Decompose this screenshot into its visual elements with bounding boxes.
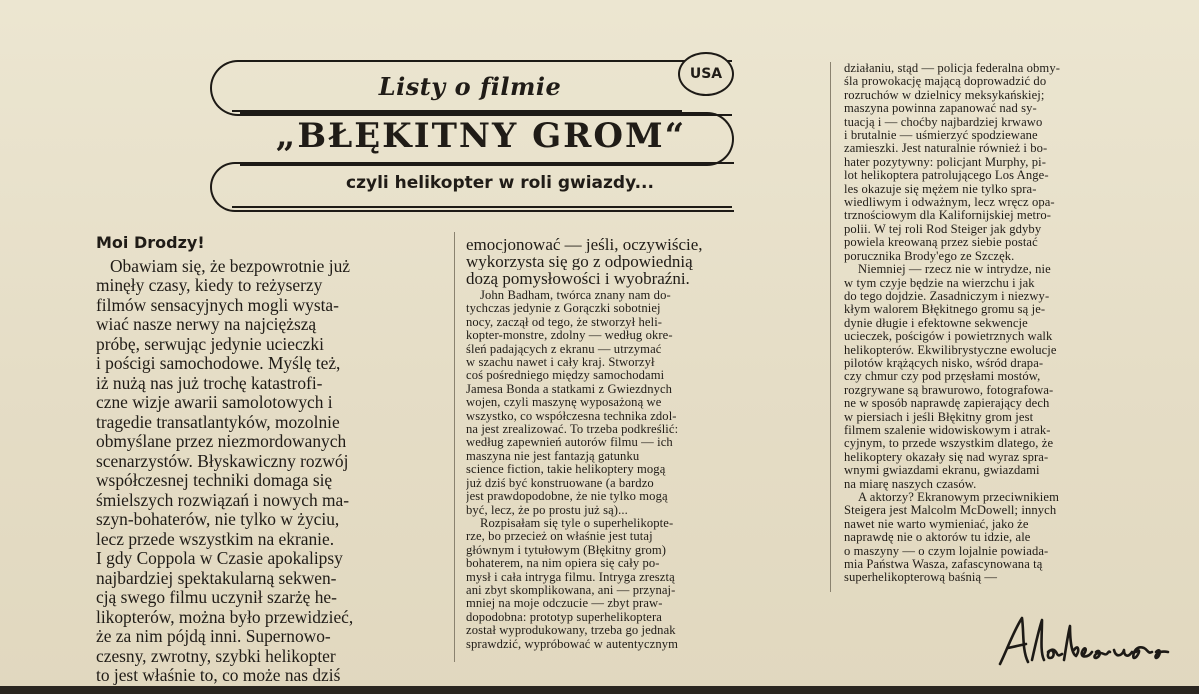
column-2-line: w szachu nawet i cały kraj. Stworzył [466, 356, 655, 370]
column-1-line: wiać nasze nerwy na najcięższą [96, 315, 317, 334]
column-2-lead-line: wykorzysta się go z odpowiednią [466, 253, 693, 271]
column-3-line: filmem szalenie widowiskowym i atrak- [844, 423, 1051, 437]
column-3-line: hater pozytywny: policjant Murphy, pi- [844, 155, 1046, 169]
column-2-line: według zapewnień autorów filmu — ich [466, 436, 673, 450]
column-2-line: tychczas jedynie z Gorączki sobotniej [466, 302, 661, 316]
column-1-line: obmyślane przez niezmordowanych [96, 432, 347, 451]
column-1-line: szyn-bohaterów, nie tylko w życiu, [96, 510, 340, 529]
column-1-line: Obawiam się, że bezpowrotnie już [110, 256, 350, 276]
column-3-line: polii. W tej roli Rod Steiger jak gdyby [844, 222, 1042, 236]
column-3-line: zamieszki. Jest naturalnie również i bo- [844, 142, 1048, 156]
column-3-line: i brutalnie — uśmierzyć spodziewane [844, 129, 1038, 143]
column-2-line: jest prawdopodobne, że nie tylko mogą [466, 490, 668, 504]
column-1-line: likopterów, można było przewidzieć, [96, 607, 354, 627]
column-2-line: coś pośredniego między samochodami [466, 369, 665, 383]
article-headline: „BŁĘKITNY GROM“ [275, 116, 687, 156]
column-2-line: nocy, zaczął od tego, że stworzył heli- [466, 315, 663, 329]
column-2-line: Jamesa Bonda a statkami z Gwiezdnych [466, 382, 673, 396]
column-1-line: iż nużą nas już trochę katastrofi- [96, 373, 323, 393]
column-2-lead-text [466, 236, 812, 288]
article-column-1 [96, 233, 436, 686]
column-2-line: głównym i tytułowym (Błękitny grom) [466, 543, 667, 557]
article-column-2 [466, 289, 812, 651]
column-3-line: śla prowokację mającą doprowadzić do [844, 75, 1047, 89]
author-signature [992, 612, 1172, 672]
column-2-line: Rozpisałam się tyle o superhelikopte- [480, 516, 674, 530]
column-2-line: sprawdzić, wypróbować w autentycznym [466, 637, 679, 651]
column-2-lead-line: dozą pomysłowości i wyobraźni. [466, 270, 690, 288]
column-3-line: w tym czyje będzie na wierzchu i jak [844, 276, 1035, 290]
column-3-line: nawet nie warto wymieniać, jako że [844, 517, 1029, 531]
column-1-line: czesny, zwrotny, szybki helikopter [96, 646, 336, 666]
column-2-line: rze, bo przecież on właśnie jest tutaj [466, 530, 653, 544]
column-1-line: tragedie transatlantyków, mozolnie [96, 412, 340, 432]
column-3-line: na miarę naszych czasów. [844, 477, 977, 491]
column-3-line: ucieczek, pościgów i powietrznych walk [844, 330, 1053, 344]
column-3-line: Steigera jest Malcolm McDowell; innych [844, 504, 1057, 518]
column-3-line: powiela kreowaną przez siebie postać [844, 236, 1038, 250]
column-3-line: les okazuje się mężem nie tylko spra- [844, 182, 1037, 196]
column-3-line: A aktorzy? Ekranowym przeciwnikiem [858, 491, 1059, 504]
column-2-text [466, 289, 812, 651]
column-1-line: scenarzystów. Błyskawiczny rozwój [96, 451, 349, 471]
column-2-line: śleń padających z ekranu — utrzymać [466, 342, 662, 356]
column-1-line: że za nim pójdą inni. Supernowo- [96, 627, 331, 646]
column-2-line: mysł i cała intryga filmu. Intryga zresztą [466, 570, 675, 584]
column-3-line: działaniu, stąd — policja federalna obmy- [844, 62, 1061, 75]
column-3-line: cyjnym, to przede wszystkim dlatego, że [844, 437, 1054, 451]
column-3-line: do tego dojdzie. Zasadniczym i niezwy- [844, 289, 1050, 303]
column-1-line: współczesnej techniki domaga się [96, 471, 333, 490]
column-3-line: o maszyny — o czym lojalnie powiada- [844, 544, 1049, 558]
column-1-line: minęły czasy, kiedy to reżyserzy [96, 276, 323, 295]
column-rule-1 [454, 232, 455, 662]
column-3-line: maszyna powinna zapanować nad sy- [844, 102, 1037, 116]
header-frame-line-2 [232, 206, 732, 208]
column-3-line: dynie długie i efektowne sekwencje [844, 316, 1028, 330]
country-badge: USA [678, 52, 734, 96]
column-3-line: mia Państwa Wasza, zafascynowana tą [844, 558, 1043, 572]
column-2-line: bohaterem, na nim opiera się cały po- [466, 557, 660, 571]
column-1-line: najbardziej spektakularną sekwen- [96, 568, 337, 588]
column-2-line: maszyna nie jest fantazją gatunku [466, 449, 640, 463]
column-3-line: Niemniej — rzecz nie w intrydze, nie [858, 263, 1051, 277]
column-1-line: i pościgi samochodowe. Myślę też, [96, 354, 341, 373]
section-kicker: Listy o filmie [378, 72, 562, 101]
column-1-line: lecz przede wszystkim na ekranie. [96, 529, 335, 549]
column-3-text [844, 62, 1178, 585]
column-3-line: w piersiach i jeśli Błękitny grom jest [844, 410, 1034, 424]
column-2-line: na jest zrealizować. To trzeba podkreślić: [466, 423, 679, 437]
column-2-line: został wyprodukowany, trzeba go jednak [466, 624, 676, 638]
column-2-line: wszystko, co współczesna technika zdol- [466, 409, 677, 423]
column-3-line: trznościowym dla Kalifornijskiej metro- [844, 209, 1052, 223]
column-3-line: pilotów krążących nisko, wśród drapa- [844, 356, 1044, 370]
column-2-line: science fiction, takie helikoptery mogą [466, 463, 666, 477]
column-2-line: wojen, czyli maszynę wyposażoną we [466, 396, 662, 410]
column-1-line: cją swego filmu uczynił szarżę he- [96, 588, 337, 607]
article-column-3 [844, 62, 1178, 585]
article-column-2-lead [466, 236, 812, 288]
column-2-line: dopodobna: prototyp superhelikoptera [466, 610, 662, 624]
column-3-line: rozruchów w dzielnicy meksykańskiej; [844, 88, 1045, 102]
column-3-line: wiedliwym i odważnym, lecz wręcz opa- [844, 196, 1055, 210]
column-rule-2 [830, 62, 831, 592]
column-2-line: ani zbyt skomplikowana, ani — przynaj- [466, 583, 676, 597]
column-3-line: rozgrywane są brawurowo, fotografowa- [844, 383, 1054, 397]
column-1-line: to jest właśnie to, co może nas dziś [96, 666, 341, 685]
column-3-line: tuacją i — choćby najbardziej krwawo [844, 115, 1043, 129]
column-1-line: filmów sensacyjnych mogli wysta- [96, 295, 339, 315]
clipping-edge [0, 686, 1199, 694]
column-2-line: już dziś być konstruowane (a bardzo [466, 476, 654, 490]
column-3-line: helikoptery okazały się nad wyraz spra- [844, 450, 1049, 464]
column-1-line: czne wizje awarii samolotowych i [96, 393, 333, 412]
column-3-line: naprawdę nie o aktorów tu idzie, ale [844, 531, 1031, 545]
column-3-line: superhelikopterową baśnią — [844, 571, 998, 585]
column-2-line: John Badham, twórca znany nam do- [480, 289, 671, 302]
column-3-line: wnymi gwiazdami ekranu, gwiazdami [844, 464, 1040, 478]
salutation: Moi Drodzy! [96, 233, 205, 252]
column-2-lead-line: emocjonować — jeśli, oczywiście, [466, 236, 703, 254]
column-3-line: porucznika Brody'ego ze Szczęk. [844, 249, 1015, 263]
column-1-line: próbę, serwując jedynie ucieczki [96, 334, 324, 354]
column-2-line: być, lecz, że po prostu już są)... [466, 503, 628, 517]
column-2-line: kopter-monstre, zdolny — według okre- [466, 329, 673, 343]
column-1-line: I gdy Coppola w Czasie apokalipsy [96, 549, 343, 568]
article-subtitle: czyli helikopter w roli gwiazdy... [346, 173, 654, 193]
column-1-text [96, 257, 436, 686]
column-1-line: śmielszych rozwiązań i nowych ma- [96, 490, 350, 510]
column-3-line: ne w sposób naprawdę zapierający dech [844, 397, 1050, 411]
column-3-line: kłym walorem Błękitnego gromu są je- [844, 303, 1046, 317]
column-2-line: mniej na moje odczucie — zbyt praw- [466, 597, 663, 611]
column-3-line: lot helikoptera patrolującego Los Ange- [844, 169, 1049, 183]
column-3-line: helikopterów. Ekwilibrystyczne ewolucje [844, 343, 1057, 357]
column-3-line: czy chmur czy pod przęsłami mostów, [844, 370, 1041, 384]
